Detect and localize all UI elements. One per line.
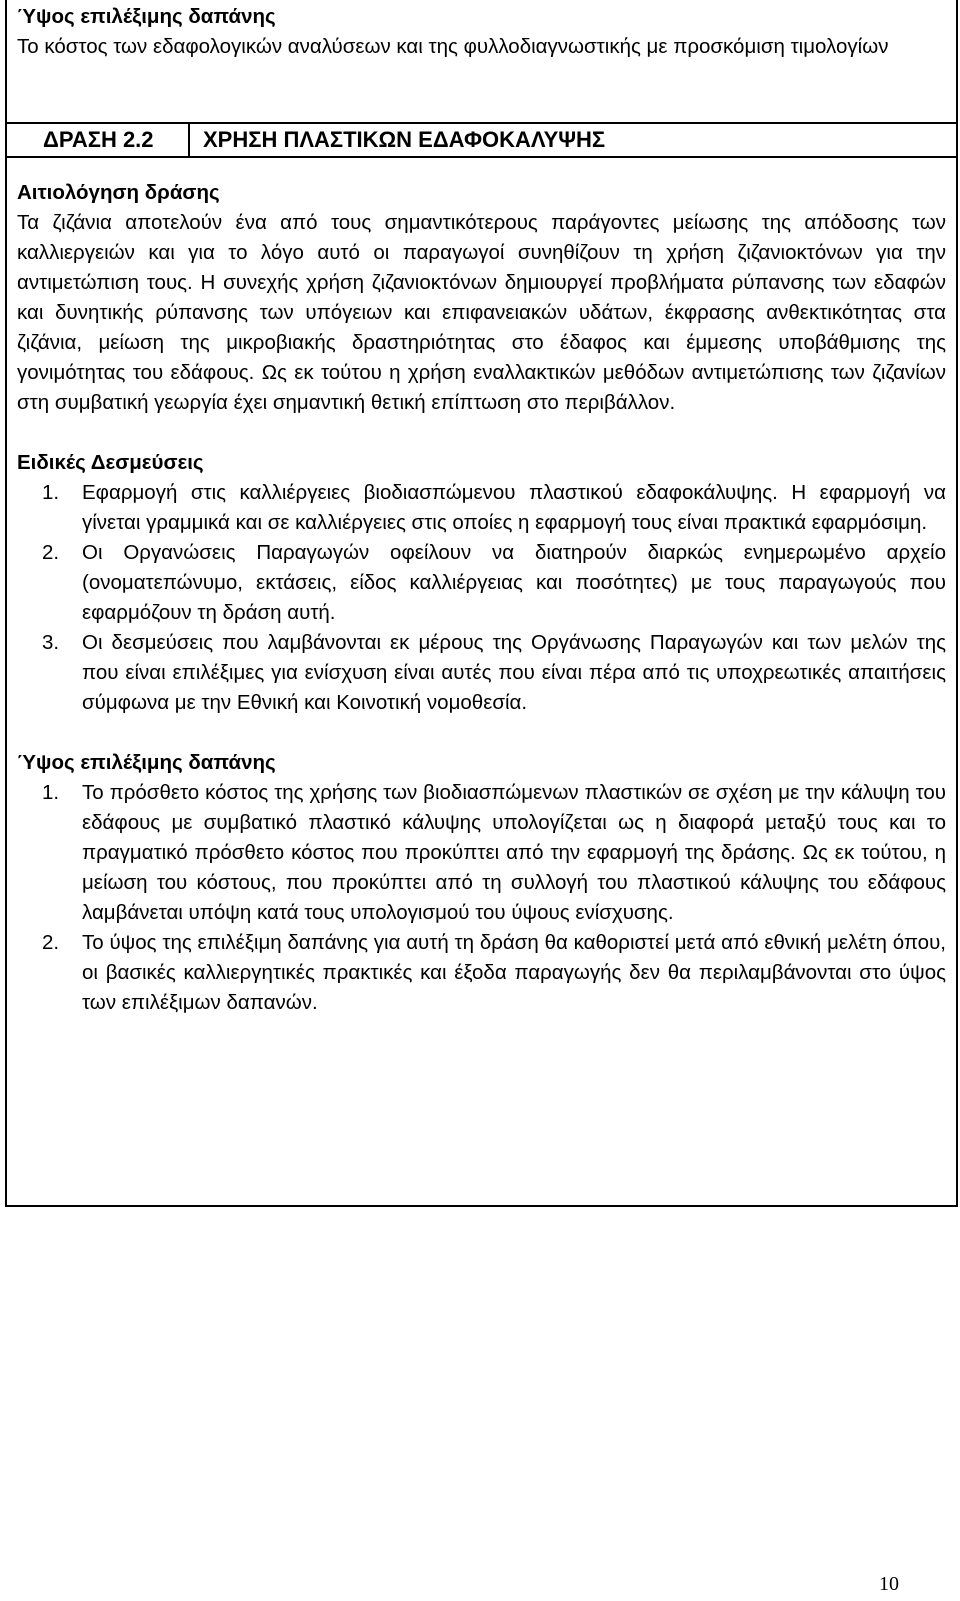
list-item-text: Το ύψος της επιλέξιμη δαπάνης για αυτή τη δράση θα καθοριστεί μετά από εθνική μελέτη όπου, οι βασικές καλλιεργητικές πρακτικές και έξοδα παραγωγής δεν θα περιλαμβάνονται στο ύψος των επιλέξιμων δαπανών. bbox=[82, 931, 946, 1014]
action-header-row bbox=[7, 124, 956, 158]
eligible-expense-heading: Ύψος επιλέξιμης δαπάνης bbox=[17, 751, 276, 774]
list-item-number: 1. bbox=[42, 481, 60, 504]
page-number: 10 bbox=[879, 1573, 899, 1595]
eligible-expense-list bbox=[17, 778, 946, 1018]
action-content bbox=[7, 178, 956, 1018]
previous-action-cost-section bbox=[7, 0, 956, 124]
list-item-number: 2. bbox=[42, 931, 60, 954]
list-item bbox=[17, 778, 946, 928]
list-item-text: Εφαρμογή στις καλλιέργειες βιοδιασπώμενου πλαστικού εδαφοκάλυψης. Η εφαρμογή να γίνεται γραμμικά και σε καλλιέργειες στις οποίες η εφαρμογή τους είναι πρακτικά εφαρμόσιμη. bbox=[82, 481, 946, 534]
action-number: ΔΡΑΣΗ 2.2 bbox=[43, 127, 154, 152]
action-number-cell bbox=[7, 124, 190, 156]
list-item-text: Οι δεσμεύσεις που λαμβάνονται εκ μέρους της Οργάνωσης Παραγωγών και των μελών της που είναι επιλέξιμες για ενίσχυση είναι αυτές που είναι πέρα από τις υποχρεωτικές απαιτήσεις σύμφωνα με την Εθνική και Κοινοτική νομοθεσία. bbox=[82, 631, 946, 714]
eligible-cost-text: Το κόστος των εδαφολογικών αναλύσεων και της φυλλοδιαγνωστικής με προσκόμιση τιμολογίων bbox=[17, 35, 889, 58]
list-item bbox=[17, 628, 946, 718]
justification-text: Τα ζιζάνια αποτελούν ένα από τους σημαντικότερους παράγοντες μείωσης της απόδοσης των καλλιεργειών και για το λόγο αυτό οι παραγωγοί συνηθίζουν τη χρήση ζιζανιοκτόνων για την αντιμετώπιση τους. Η συνεχής χρήση ζιζανιοκτόνων δημιουργεί προβλήματα ρύπανσης των εδαφών και δυνητικής ρύπανσης των υπόγειων και επιφανειακών υδάτων, έκφρασης ανθεκτικότητας στα ζιζάνια, μείωση της μικροβιακής δραστηριότητας στο έδαφος και έμμεσης υποβάθμισης της γονιμότητας του εδάφους. Ως εκ τούτου η χρήση εναλλακτικών μεθόδων αντιμετώπισης των ζιζανίων στη συμβατική γεωργία έχει σημαντική θετική επίπτωση στο περιβάλλον. bbox=[17, 211, 946, 414]
eligible-cost-heading: Ύψος επιλέξιμης δαπάνης bbox=[17, 5, 276, 28]
list-item bbox=[17, 478, 946, 538]
list-item-text: Οι Οργανώσεις Παραγωγών οφείλουν να διατηρούν διαρκώς ενημερωμένο αρχείο (ονοματεπώνυμο, εκτάσεις, είδος καλλιέργειας και ποσότητες) με τους παραγωγούς που εφαρμόζουν τη δράση αυτή. bbox=[82, 541, 946, 624]
list-item bbox=[17, 538, 946, 628]
list-item-number: 3. bbox=[42, 631, 60, 654]
list-item-number: 2. bbox=[42, 541, 60, 564]
list-item bbox=[17, 928, 946, 1018]
action-title: ΧΡΗΣΗ ΠΛΑΣΤΙΚΩΝ ΕΔΑΦΟΚΑΛΥΨΗΣ bbox=[203, 127, 606, 152]
document-table bbox=[5, 0, 958, 1207]
commitments-list bbox=[17, 478, 946, 718]
list-item-number: 1. bbox=[42, 781, 60, 804]
commitments-heading: Ειδικές Δεσμεύσεις bbox=[17, 451, 204, 474]
justification-heading: Αιτιολόγηση δράσης bbox=[17, 181, 220, 204]
list-item-text: Το πρόσθετο κόστος της χρήσης των βιοδιασπώμενων πλαστικών σε σχέση με την κάλυψη του εδάφους με συμβατικό πλαστικό κάλυψης υπολογίζεται ως η διαφορά μεταξύ τους και το πραγματικό πρόσθετο κόστος που προκύπτει από την εφαρμογή της δράσης. Ως εκ τούτου, η μείωση του κόστους, που προκύπτει από τη συλλογή του πλαστικού κάλυψης του εδάφους λαμβάνεται υπόψη κατά τους υπολογισμού του ύψους ενίσχυσης. bbox=[82, 781, 946, 924]
